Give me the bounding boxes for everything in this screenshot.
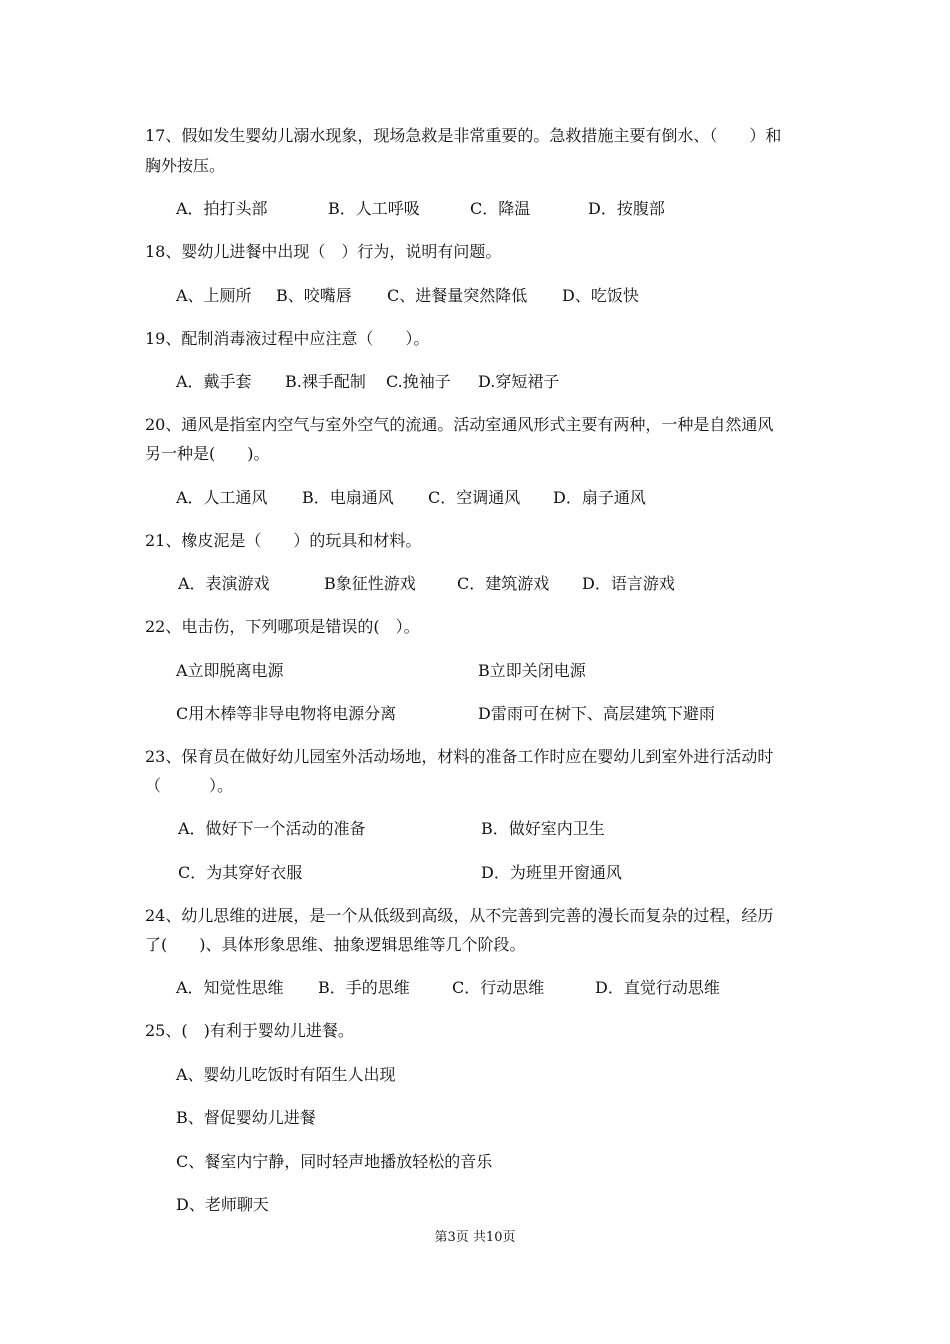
option-c: C、进餐量突然降低 (387, 286, 528, 305)
option-c: C．行动思维 (452, 978, 545, 997)
question-text-line: 了( )、具体形象思维、抽象逻辑思维等几个阶段。 (145, 935, 526, 954)
option-b: B象征性游戏 (324, 574, 416, 593)
option-b: B立即关闭电源 (478, 661, 586, 680)
option-c: C．空调通风 (428, 488, 521, 507)
option-b: B、咬嘴唇 (276, 286, 352, 305)
option-a: A立即脱离电源 (176, 661, 284, 680)
option-c: C、餐室内宁静，同时轻声地播放轻松的音乐 (176, 1152, 493, 1171)
question-text-line: 18、婴幼儿进餐中出现（ ）行为，说明有问题。 (145, 242, 502, 261)
question-text-line: 胸外按压。 (145, 156, 226, 175)
page-footer: 第3页 共10页 (434, 1230, 516, 1245)
question-text-line: 20、通风是指室内空气与室外空气的流通。活动室通风形式主要有两种，一种是自然通风 (145, 415, 774, 434)
option-b: B．手的思维 (318, 978, 410, 997)
question-text-line: 25、( )有利于婴幼儿进餐。 (145, 1021, 354, 1040)
option-c: C．降温 (470, 199, 531, 218)
option-b: B.裸手配制 (285, 372, 366, 391)
option-d: D、吃饭快 (562, 286, 639, 305)
option-a: A．做好下一个活动的准备 (178, 819, 366, 838)
question-text-line: 另一种是( )。 (145, 444, 270, 463)
option-d: D.穿短裙子 (478, 372, 560, 391)
option-a: A．人工通风 (176, 488, 268, 507)
option-c: C．建筑游戏 (457, 574, 550, 593)
option-d: D．按腹部 (588, 199, 665, 218)
option-a: A．表演游戏 (178, 574, 270, 593)
option-d: D．为班里开窗通风 (481, 863, 622, 882)
option-d: D、老师聊天 (176, 1195, 269, 1214)
option-d: D．语言游戏 (582, 574, 675, 593)
option-b: B．人工呼吸 (328, 199, 420, 218)
option-a: A．拍打头部 (176, 199, 268, 218)
question-text-line: 24、幼儿思维的进展，是一个从低级到高级，从不完善到完善的漫长而复杂的过程，经历 (145, 906, 774, 925)
option-a: A．戴手套 (176, 372, 252, 391)
option-c: C．为其穿好衣服 (178, 863, 303, 882)
question-text-line: 22、电击伤，下列哪项是错误的( ）。 (145, 617, 420, 636)
option-d: D雷雨可在树下、高层建筑下避雨 (478, 704, 715, 723)
option-a: A、婴幼儿吃饭时有陌生人出现 (176, 1065, 396, 1084)
option-d: D．扇子通风 (553, 488, 646, 507)
question-text-line: 17、假如发生婴幼儿溺水现象，现场急救是非常重要的。急救措施主要有倒水、（ ）和 (145, 126, 782, 145)
question-text-line: 21、橡皮泥是（ ）的玩具和材料。 (145, 531, 422, 550)
option-a: A、上厕所 (176, 286, 252, 305)
option-c: C.挽袖子 (386, 372, 451, 391)
option-b: B．做好室内卫生 (481, 819, 605, 838)
question-text-line: （ ）。 (145, 776, 234, 795)
question-text-line: 23、保育员在做好幼儿园室外活动场地，材料的准备工作时应在婴幼儿到室外进行活动时 (145, 747, 774, 766)
option-b: B、督促婴幼儿进餐 (176, 1108, 316, 1127)
option-d: D．直觉行动思维 (595, 978, 720, 997)
option-c: C用木棒等非导电物将电源分离 (176, 704, 397, 723)
option-a: A．知觉性思维 (176, 978, 284, 997)
question-text-line: 19、配制消毒液过程中应注意（ ）。 (145, 329, 430, 348)
option-b: B．电扇通风 (302, 488, 394, 507)
